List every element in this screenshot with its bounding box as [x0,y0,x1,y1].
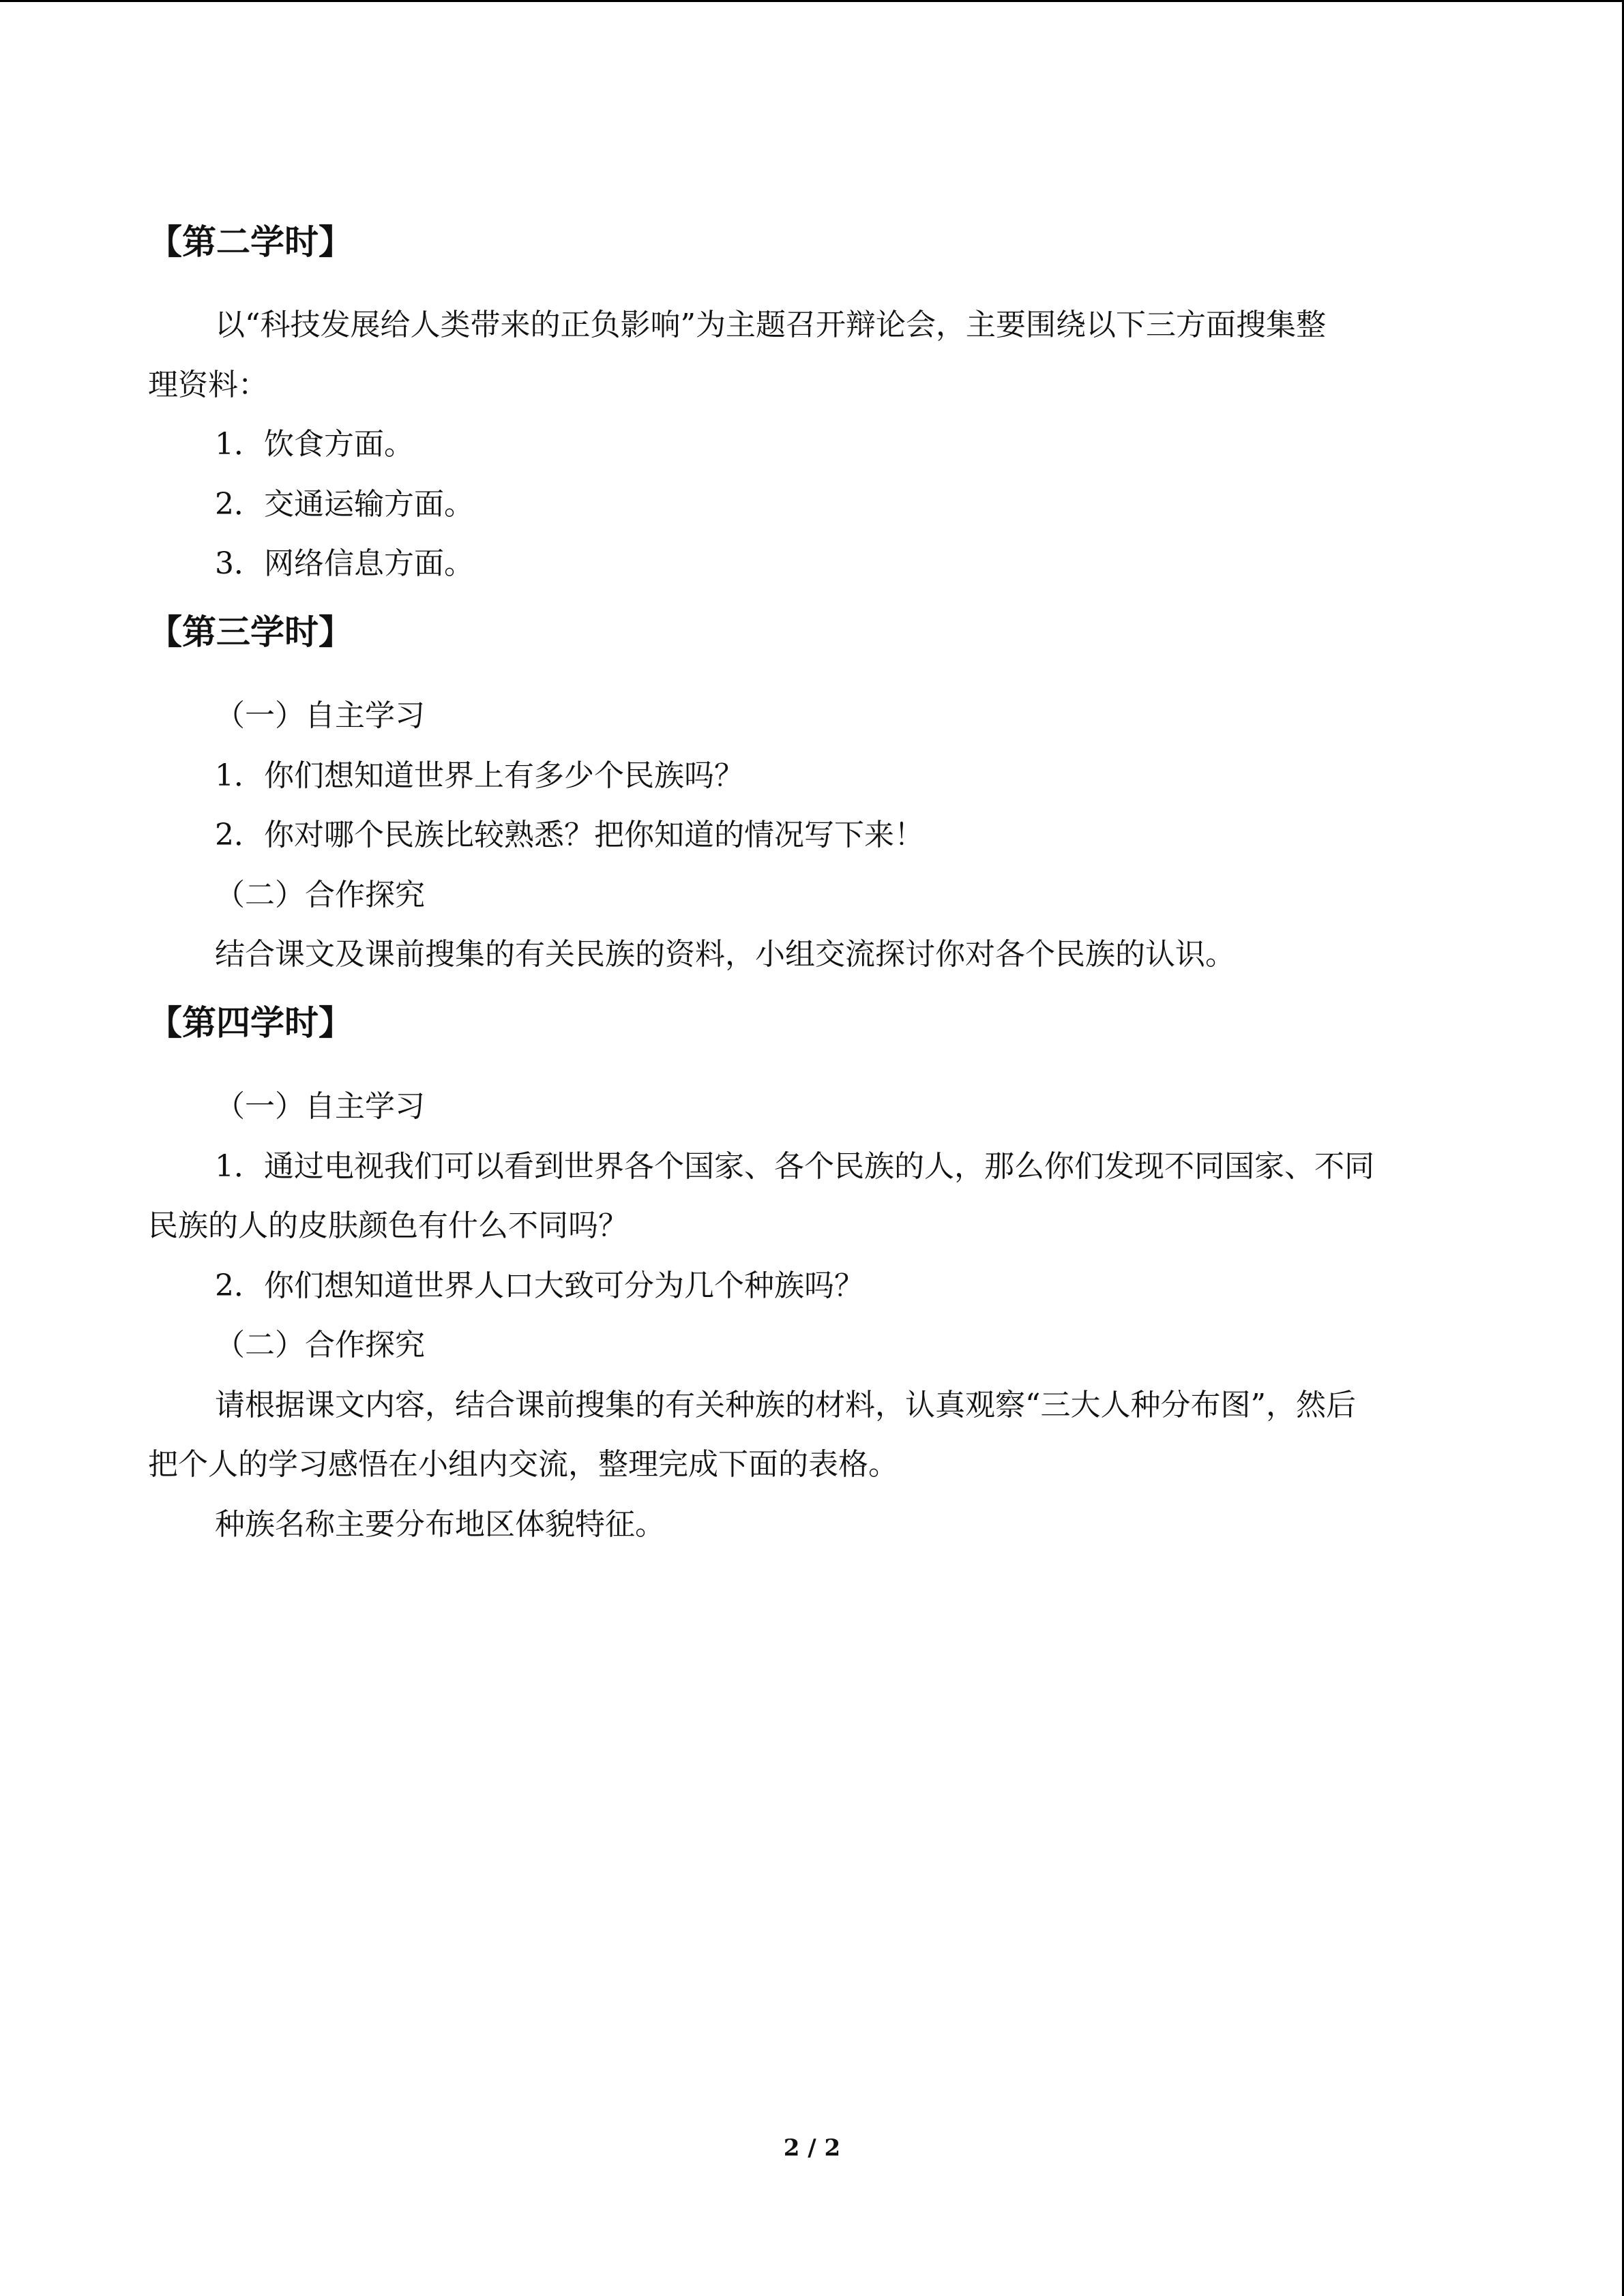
section-heading-3: 【第三学时】 [148,612,353,652]
paragraph-line: 理资料： [148,368,268,402]
section-heading-2: 【第二学时】 [148,222,353,262]
paragraph-line: 把个人的学习感悟在小组内交流，整理完成下面的表格。 [148,1447,898,1482]
list-item: 1．饮食方面。 [215,427,414,462]
subheading: （二）合作探究 [215,878,425,912]
subheading: （一）自主学习 [215,698,425,733]
section-heading-4: 【第四学时】 [148,1003,353,1043]
list-item: 2．交通运输方面。 [215,487,474,522]
paragraph-line: 请根据课文内容，结合课前搜集的有关种族的材料，认真观察“三大人种分布图”，然后 [215,1388,1356,1422]
subheading: （一）自主学习 [215,1089,425,1124]
paragraph-line: 1．通过电视我们可以看到世界各个国家、各个民族的人，那么你们发现不同国家、不同 [215,1149,1374,1184]
list-item: 2．你们想知道世界人口大致可分为几个种族吗？ [215,1268,864,1303]
paragraph-line: 种族名称主要分布地区体貌特征。 [215,1507,665,1542]
paragraph-line: 结合课文及课前搜集的有关民族的资料，小组交流探讨你对各个民族的认识。 [215,937,1235,972]
paragraph-line: 以“科技发展给人类带来的正负影响”为主题召开辩论会，主要围绕以下三方面搜集整 [215,308,1326,342]
list-item: 1．你们想知道世界上有多少个民族吗？ [215,758,744,793]
page-border-top [0,0,1624,2]
list-item: 2．你对哪个民族比较熟悉？把你知道的情况写下来！ [215,818,924,852]
subheading: （二）合作探究 [215,1328,425,1362]
page-number: 2 / 2 [783,2134,841,2162]
paragraph-line: 民族的人的皮肤颜色有什么不同吗？ [148,1208,628,1243]
list-item: 3．网络信息方面。 [215,546,474,581]
